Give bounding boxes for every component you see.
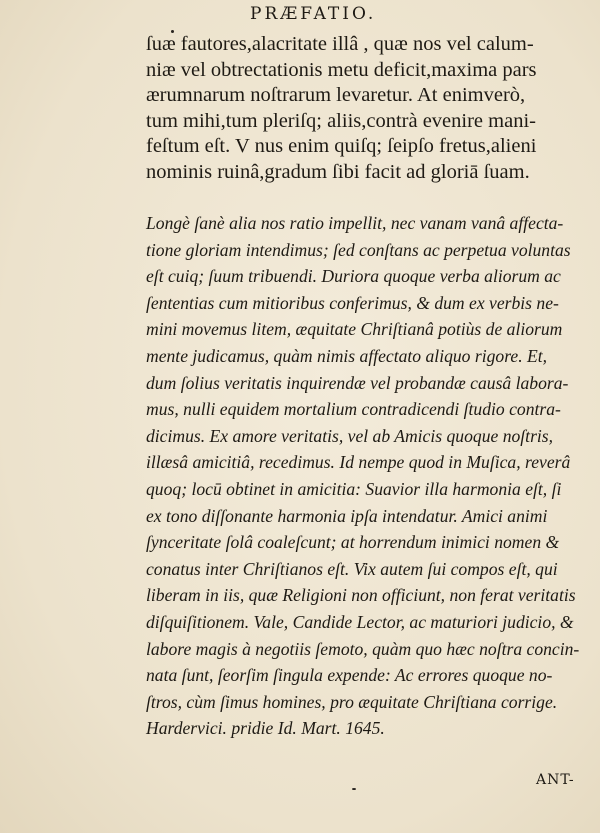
text-line: nata ſunt, ſeorſim ſingula expende: Ac errores quoque no-: [146, 665, 553, 686]
text-line: ſynceritate ſolâ coaleſcunt; at horrendum inimici nomen &: [146, 532, 560, 553]
text-line: diſquiſitionem. Vale, Candide Lector, ac maturiori judicio, &: [146, 611, 574, 632]
text-line: illæsâ amicitiâ, recedimus. Id nempe quod in Muſica, reverâ: [146, 452, 571, 473]
text-line: mus, nulli equidem mortalium contradicendi ſtudio contra-: [146, 399, 561, 420]
text-line: tione gloriam intendimus; ſed conſtans ac perpetua voluntas: [146, 239, 571, 260]
text-line: ſuæ fautores,alacritate illâ , quæ nos vel calum-: [146, 33, 534, 55]
text-line: mente judicamus, quàm nimis affectato aliquo rigore. Et,: [146, 345, 548, 366]
ink-speck: [171, 30, 174, 33]
text-line: dum ſolius veritatis inquirendæ vel probandæ causâ labora-: [146, 372, 569, 393]
text-line: ex tono diſſonante harmonia ipſa intendatur. Amici animi: [146, 505, 548, 526]
text-line: quoq; locū obtinet in amicitia: Suavior illa harmonia eſt, ſi: [146, 478, 562, 499]
text-line: labore magis à negotiis ſemoto, quàm quo hæc noſtra concin-: [146, 638, 580, 659]
italic-paragraph: [146, 210, 591, 742]
running-header: PRÆFATIO.: [250, 4, 377, 24]
text-line: feſtum eſt. V nus enim quiſq; ſeipſo fretus,alieni: [146, 135, 537, 158]
text-line: liberam in iis, quæ Religioni non officiunt, non ferat veritatis: [146, 585, 576, 606]
text-line: mini movemus litem, æquitate Chriſtianâ potiùs de aliorum: [146, 319, 563, 340]
text-line: dicimus. Ex amore veritatis, vel ab Amicis quoque noſtris,: [146, 425, 554, 446]
roman-paragraph: [146, 32, 586, 186]
text-line: tum mihi,tum pleriſq; aliis,contrà evenire mani-: [146, 109, 536, 132]
catchword: ANT-: [536, 772, 575, 788]
text-line: ærumnarum noſtrarum levaretur. At enimverò,: [146, 84, 526, 107]
text-line: conatus inter Chriſtianos eſt. Vix autem ſui compos eſt, qui: [146, 558, 558, 579]
text-line: ſententias cum mitioribus conferimus, & dum ex verbis ne-: [146, 292, 559, 313]
ink-speck: [352, 788, 356, 790]
text-line: Hardervici. pridie Id. Mart. 1645.: [146, 718, 385, 739]
text-line: ſtros, cùm ſimus homines, pro æquitate Chriſtiana corrige.: [146, 691, 558, 712]
text-line: Longè ſanè alia nos ratio impellit, nec vanam vanâ affecta-: [146, 213, 564, 233]
text-line: eſt cuiq; ſuum tribuendi. Duriora quoque verba aliorum ac: [146, 266, 561, 287]
text-line: nominis ruinâ,gradum ſibi facit ad gloriā ſuam.: [146, 160, 530, 183]
text-line: niæ vel obtrectationis metu deficit,maxima pars: [146, 58, 537, 81]
